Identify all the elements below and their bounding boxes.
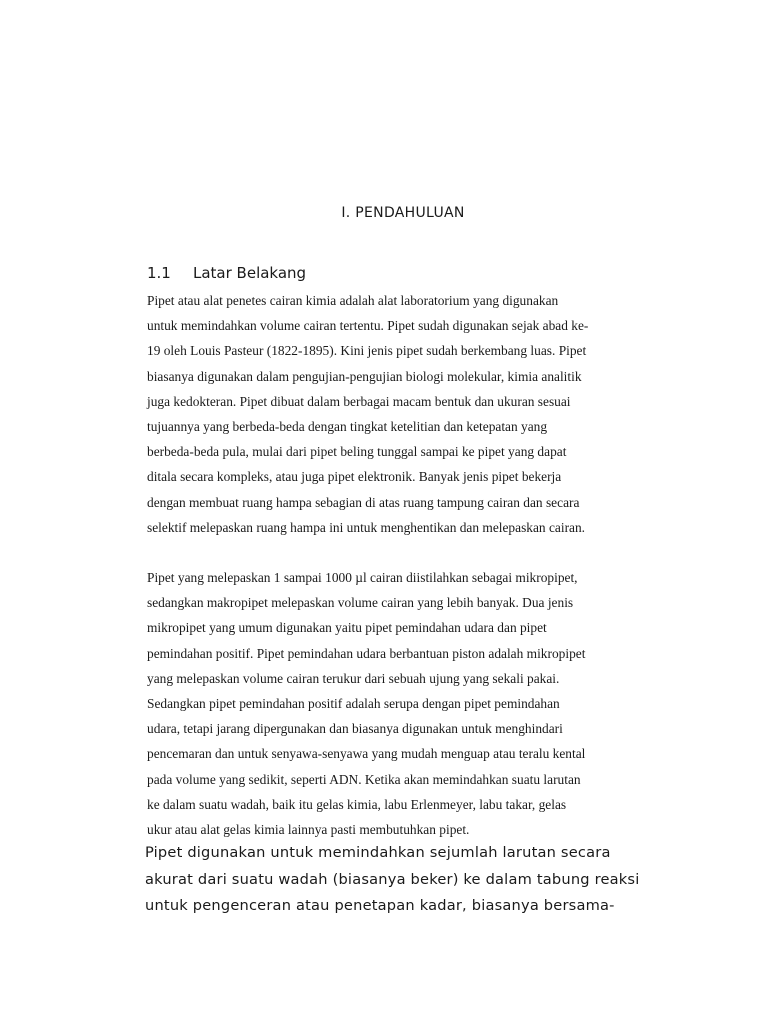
paragraph-line: berbeda-beda pula, mulai dari pipet beling tunggal sampai ke pipet yang dapat <box>147 444 567 460</box>
paragraph-line: juga kedokteran. Pipet dibuat dalam berbagai macam bentuk dan ukuran sesuai <box>147 393 571 409</box>
paragraph-line: Sedangkan pipet pemindahan positif adalah serupa dengan pipet pemindahan <box>147 696 560 712</box>
paragraph-line: pemindahan positif. Pipet pemindahan udara berbantuan piston adalah mikropipet <box>147 645 586 661</box>
paragraph-line: mikropipet yang umum digunakan yaitu pipet pemindahan udara dan pipet <box>147 620 547 636</box>
paragraph-2 <box>147 565 667 842</box>
section-number: 1.1 <box>147 264 171 282</box>
chapter-title: I. PENDAHULUAN <box>341 205 465 221</box>
paragraph-line: pada volume yang sedikit, seperti ADN. Ketika akan memindahkan suatu larutan <box>147 771 581 787</box>
paragraph-line: untuk pengenceran atau penetapan kadar, biasanya bersama- <box>145 897 615 914</box>
paragraph-3 <box>145 840 685 920</box>
paragraph-line: sedangkan makropipet melepaskan volume cairan yang lebih banyak. Dua jenis <box>147 595 574 611</box>
paragraph-line: ke dalam suatu wadah, baik itu gelas kimia, labu Erlenmeyer, labu takar, gelas <box>147 796 567 812</box>
paragraph-1 <box>147 288 667 540</box>
paragraph-line: Pipet yang melepaskan 1 sampai 1000 µl cairan diistilahkan sebagai mikropipet, <box>147 570 578 585</box>
paragraph-line: udara, tetapi jarang dipergunakan dan biasanya digunakan untuk menghindari <box>147 721 563 737</box>
paragraph-line: Pipet digunakan untuk memindahkan sejumlah larutan secara <box>145 844 611 861</box>
section-title: Latar Belakang <box>193 264 307 282</box>
paragraph-line: 19 oleh Louis Pasteur (1822-1895). Kini jenis pipet sudah berkembang luas. Pipet <box>147 343 587 359</box>
paragraph-line: ukur atau alat gelas kimia lainnya pasti membutuhkan pipet. <box>147 822 470 838</box>
paragraph-line: dengan membuat ruang hampa sebagian di atas ruang tampung cairan dan secara <box>147 494 580 510</box>
paragraph-line: selektif melepaskan ruang hampa ini untuk menghentikan dan melepaskan cairan. <box>147 519 586 535</box>
paragraph-line: pencemaran dan untuk senyawa-senyawa yang mudah menguap atau teralu kental <box>147 746 586 762</box>
paragraph-line: tujuannya yang berbeda-beda dengan tingkat ketelitian dan ketepatan yang <box>147 419 548 435</box>
paragraph-line: yang melepaskan volume cairan terukur dari sebuah ujung yang sekali pakai. <box>147 670 560 686</box>
paragraph-line: untuk memindahkan volume cairan tertentu. Pipet sudah digunakan sejak abad ke- <box>147 318 589 334</box>
section-heading <box>147 264 306 282</box>
paragraph-line: biasanya digunakan dalam pengujian-pengujian biologi molekular, kimia analitik <box>147 368 582 384</box>
paragraph-line: Pipet atau alat penetes cairan kimia adalah alat laboratorium yang digunakan <box>147 293 559 308</box>
paragraph-line: ditala secara kompleks, atau juga pipet elektronik. Banyak jenis pipet bekerja <box>147 469 562 485</box>
paragraph-line: akurat dari suatu wadah (biasanya beker) ke dalam tabung reaksi <box>145 870 640 888</box>
